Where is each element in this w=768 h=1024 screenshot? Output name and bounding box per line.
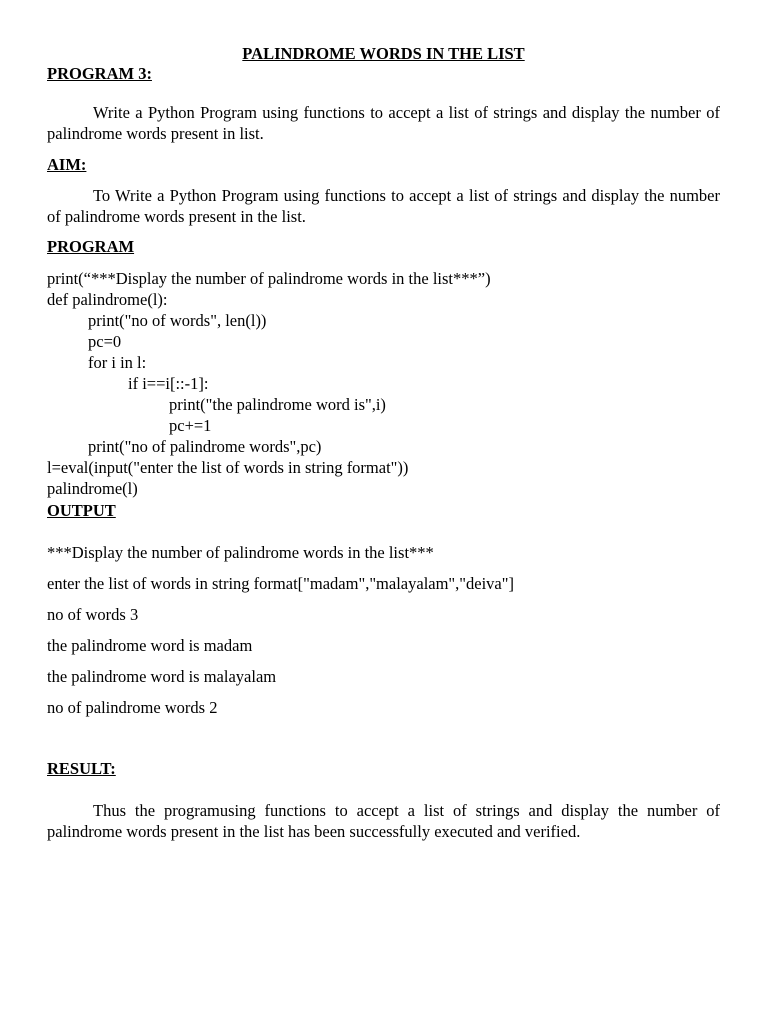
output-line: ***Display the number of palindrome words in the list*** bbox=[47, 543, 434, 562]
code-line: for i in l: bbox=[88, 353, 147, 372]
output-line: no of words 3 bbox=[47, 605, 139, 624]
code-line: pc+=1 bbox=[169, 416, 212, 435]
code-line: print("the palindrome word is",i) bbox=[169, 395, 386, 414]
code-line: palindrome(l) bbox=[47, 479, 138, 498]
result-label: RESULT: bbox=[47, 759, 116, 778]
code-line: print("no of words", len(l)) bbox=[88, 311, 267, 330]
result-text: Thus the programusing functions to accept a list of strings and display the number of palindrome words present in the list has been successfully executed and verified. bbox=[47, 801, 720, 841]
document-title: PALINDROME WORDS IN THE LIST bbox=[242, 44, 525, 63]
program-description: Write a Python Program using functions to accept a list of strings and display the number of palindrome words present in list. bbox=[47, 103, 720, 143]
code-block bbox=[47, 268, 491, 499]
output-line: the palindrome word is madam bbox=[47, 636, 253, 655]
code-line: l=eval(input("enter the list of words in string format")) bbox=[47, 458, 409, 477]
output-line: the palindrome word is malayalam bbox=[47, 667, 277, 686]
code-line: def palindrome(l): bbox=[47, 290, 168, 309]
code-line: print(“***Display the number of palindrome words in the list***”) bbox=[47, 269, 491, 288]
code-line: pc=0 bbox=[88, 332, 122, 351]
output-heading: OUTPUT bbox=[47, 501, 116, 520]
output-block bbox=[47, 542, 514, 728]
aim-label: AIM: bbox=[47, 155, 87, 174]
output-line: no of palindrome words 2 bbox=[47, 698, 218, 717]
code-line: if i==i[::-1]: bbox=[128, 374, 209, 393]
code-line: print("no of palindrome words",pc) bbox=[88, 437, 322, 456]
document-page bbox=[47, 0, 720, 1024]
program-heading: PROGRAM bbox=[47, 237, 135, 256]
output-line: enter the list of words in string format["madam","malayalam","deiva"] bbox=[47, 574, 514, 593]
aim-text: To Write a Python Program using functions to accept a list of strings and display the number of palindrome words present in the list. bbox=[47, 186, 720, 226]
program-label: PROGRAM 3: bbox=[47, 64, 152, 83]
